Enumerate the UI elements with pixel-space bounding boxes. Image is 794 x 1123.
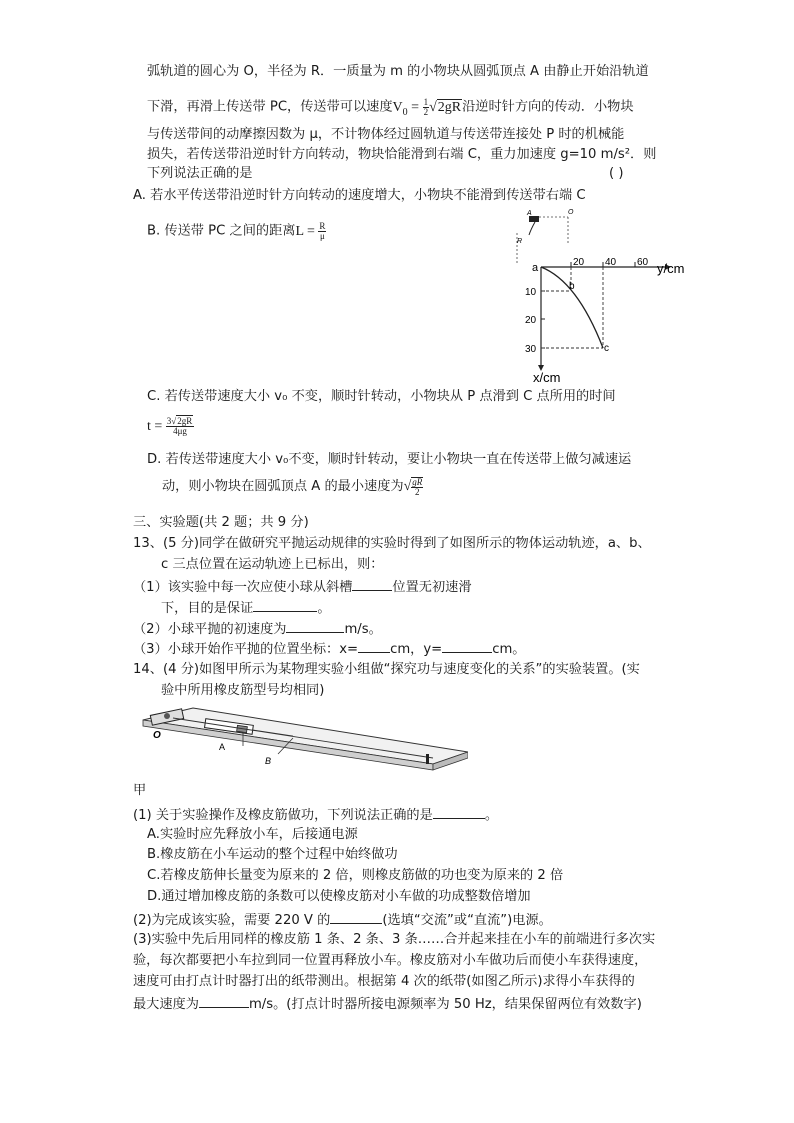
q14-blank-2[interactable] bbox=[330, 910, 382, 924]
q14-option-b: B.橡皮筋在小车运动的整个过程中始终做功 bbox=[147, 847, 398, 862]
q13-sub1-text-a: （1）该实验中每一次应使小球从斜槽 bbox=[133, 580, 353, 595]
q14-part2 bbox=[133, 910, 552, 930]
q14-option-d: D.通过增加橡皮筋的条数可以使橡皮筋对小车做的功成整数倍增加 bbox=[147, 889, 531, 904]
q13-line-1: 13、(5 分)同学在做研究平抛运动规律的实验时得到了如图所示的物体运动轨迹，a、b、 bbox=[133, 536, 651, 551]
q14-line-2: 验中所用橡皮筋型号均相同) bbox=[161, 683, 325, 698]
b-formula: L = $\frac{R}{\mu}$ bbox=[295, 221, 326, 241]
inset-label-o: O bbox=[568, 209, 574, 216]
q14-part2-text-b: (选填“交流”或“直流”)电源。 bbox=[382, 913, 552, 928]
x-tick-10: 10 bbox=[525, 287, 537, 298]
x-tick-30: 30 bbox=[525, 344, 537, 355]
problem-line-4: 损失，若传送带沿逆时针方向转动，物块恰能滑到右端 C，重力加速度 g=10 m/s²．则 bbox=[147, 147, 657, 162]
problem-line-3: 与传送带间的动摩擦因数为 μ，不计物体经过圆轨道与传送带连接处 P 时的机械能 bbox=[147, 127, 625, 142]
q13-blank-4[interactable] bbox=[358, 639, 390, 653]
trajectory-curve bbox=[541, 267, 603, 348]
q14-part1-text-a: (1) 关于实验操作及橡皮筋做功，下列说法正确的是 bbox=[133, 808, 433, 823]
x-axis-title: x/cm bbox=[533, 370, 561, 385]
y-tick-40: 40 bbox=[605, 257, 617, 268]
d-formula: √ $\frac{gR}{2}$ bbox=[403, 477, 423, 497]
figure-label-jia: 甲 bbox=[133, 783, 147, 798]
q14-blank-1[interactable] bbox=[433, 805, 485, 819]
problem-line-2b: 沿逆时针方向的传动．小物块 bbox=[462, 99, 634, 115]
x-tick-20: 20 bbox=[525, 315, 537, 326]
point-b-label: b bbox=[569, 281, 575, 292]
answer-paren: ( ) bbox=[609, 166, 624, 181]
v0-formula: $V_0$ = $\frac{1}{2}$ √2gR bbox=[392, 97, 462, 118]
q13-sub1-text-b: 位置无初速滑 bbox=[392, 580, 472, 595]
q14-part3-line4 bbox=[133, 994, 642, 1014]
q14-part1-text-b: 。 bbox=[484, 808, 498, 823]
apparatus-figure bbox=[133, 700, 468, 780]
problem-line-2a: 下滑，再滑上传送带 PC，传送带可以速度 bbox=[147, 99, 393, 115]
tape-line bbox=[173, 718, 433, 758]
q13-sub3-text-a: （3）小球开始作平抛的位置坐标：x= bbox=[133, 642, 359, 657]
problem-line-1: 弧轨道的圆心为 O，半径为 R．一质量为 m 的小物块从圆弧顶点 A 由静止开始沿轨道 bbox=[147, 64, 649, 79]
q14-option-a: A.实验时应先释放小车，后接通电源 bbox=[147, 827, 358, 842]
q14-blank-3[interactable] bbox=[199, 994, 249, 1008]
q13-sub1 bbox=[133, 577, 472, 597]
q13-sub2-text-a: （2）小球平抛的初速度为 bbox=[133, 622, 287, 637]
q13-sub3-text-b: cm，y= bbox=[390, 642, 443, 657]
section-title: 三、实验题(共 2 题；共 9 分) bbox=[133, 515, 309, 530]
q14-part3-line1: (3)实验中先后用同样的橡皮筋 1 条、2 条、3 条……合并起来挂在小车的前端进行多次实 bbox=[133, 932, 656, 947]
option-b-text: B. 传送带 PC 之间的距离 bbox=[147, 223, 296, 239]
q13-sub2-text-b: m/s。 bbox=[344, 622, 382, 637]
q13-blank-1[interactable] bbox=[352, 577, 392, 591]
q13-sub1-text-d: 。 bbox=[317, 601, 331, 616]
point-c-label: c bbox=[604, 343, 609, 354]
q13-sub1-cont bbox=[161, 598, 331, 618]
inset-label-r: R bbox=[517, 238, 523, 245]
label-b: B bbox=[265, 756, 272, 766]
problem-line-2 bbox=[147, 98, 634, 122]
q13-blank-2[interactable] bbox=[253, 598, 317, 612]
q13-blank-3[interactable] bbox=[286, 619, 344, 633]
q14-part3-line3: 速度可由打点计时器打出的纸带测出。根据第 4 次的纸带(如图乙所示)求得小车获得的 bbox=[133, 974, 635, 989]
label-a: A bbox=[219, 742, 226, 752]
q14-part1 bbox=[133, 805, 498, 825]
option-d-line2 bbox=[162, 477, 423, 497]
point-a-label: a bbox=[532, 262, 539, 274]
q14-part3-text-b: m/s。(打点计时器所接电源频率为 50 Hz，结果保留两位有效数字) bbox=[248, 997, 642, 1012]
inset-label-a: A bbox=[527, 210, 532, 217]
arc-track-inset bbox=[517, 209, 574, 265]
q13-sub1-text-c: 下，目的是保证 bbox=[161, 601, 254, 616]
option-d-text: 动，则小物块在圆弧顶点 A 的最小速度为 bbox=[162, 479, 404, 495]
q13-line-2: c 三点位置在运动轨迹上已标出，则： bbox=[161, 557, 384, 572]
problem-line-5: 下列说法正确的是 bbox=[147, 166, 253, 181]
label-o: O bbox=[153, 730, 161, 741]
q14-option-c: C.若橡皮筋伸长量变为原来的 2 倍，则橡皮筋做的功也变为原来的 2 倍 bbox=[147, 868, 564, 883]
q14-line-1: 14、(4 分)如图甲所示为某物理实验小组做“探究功与速度变化的关系”的实验装置。(实 bbox=[133, 662, 640, 677]
option-d-line1: D. 若传送带速度大小 v₀不变，顺时针转动，要让小物块一直在传送带上做匀减速运 bbox=[147, 452, 632, 467]
q13-sub3-text-c: cm。 bbox=[492, 642, 526, 657]
option-a: A. 若水平传送带沿逆时针方向转动的速度增大，小物块不能滑到传送带右端 C bbox=[133, 188, 586, 203]
option-b bbox=[147, 222, 326, 241]
q13-blank-5[interactable] bbox=[442, 639, 492, 653]
q14-part3-text-a: 最大速度为 bbox=[133, 997, 199, 1012]
trajectory-figure bbox=[505, 205, 705, 385]
option-c-line1: C. 若传送带速度大小 v₀ 不变，顺时针转动，小物块从 P 点滑到 C 点所用的时间 bbox=[147, 389, 616, 404]
q13-sub3 bbox=[133, 639, 526, 659]
y-axis-title: y/cm bbox=[657, 261, 685, 276]
q13-sub2 bbox=[133, 619, 382, 639]
y-tick-20: 20 bbox=[573, 257, 585, 268]
y-tick-60: 60 bbox=[637, 257, 649, 268]
q14-part3-line2: 验，每次都要把小车拉到同一位置再释放小车。橡皮筋对小车做功后而使小车获得速度， bbox=[133, 953, 648, 968]
q14-part2-text-a: (2)为完成该实验，需要 220 V 的 bbox=[133, 913, 331, 928]
c-formula: t = $\frac{3√2gR}{4\mu g}$ bbox=[147, 416, 193, 436]
